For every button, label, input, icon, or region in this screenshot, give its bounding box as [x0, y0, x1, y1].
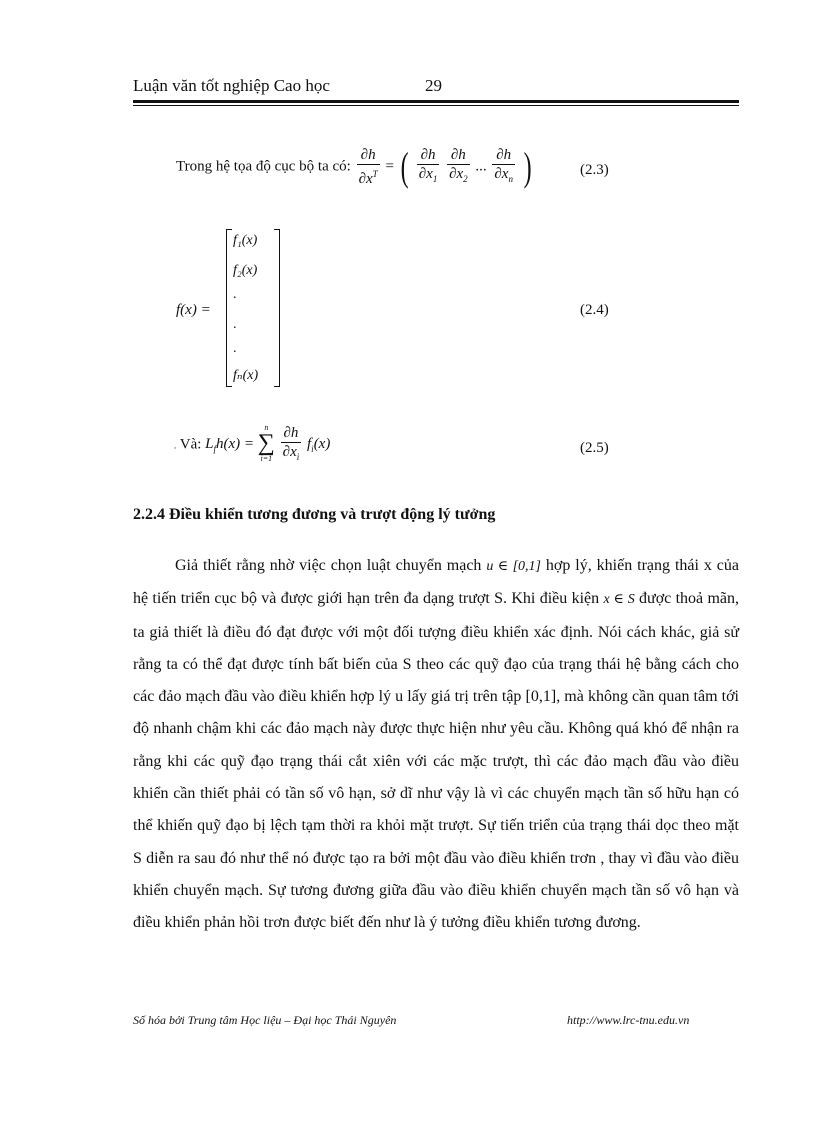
equation-2-4-lhs: f(x) = — [176, 302, 211, 318]
left-paren: ( — [400, 144, 409, 189]
equation-number-2-3: (2.3) — [580, 162, 609, 178]
sum-symbol: n ∑ i=1 — [257, 423, 275, 463]
page-header — [133, 76, 739, 98]
matrix-row-1: f₁(x) — [233, 233, 258, 248]
math-x-in-s: x ∈ S — [603, 592, 635, 608]
equation-2-5: . Và: $L_fh(x)$ = n ∑ i=1 $\frac{\partial h}{\partial x_i}$ $f_i(x)$ — [174, 423, 331, 463]
math-u-range: u ∈ [0,1] — [486, 559, 541, 574]
matrix-row-dot-2: . — [233, 317, 237, 332]
matrix-row-2: f₂(x) — [233, 263, 258, 278]
equation-bullet: . — [174, 440, 177, 451]
page-number: 29 — [425, 76, 442, 95]
footer-url: http://www.lrc-tnu.edu.vn — [567, 1013, 690, 1027]
equation-number-2-5: (2.5) — [580, 440, 609, 456]
section-heading: 2.2.4 Điều khiển tương đương và trượt động lý tưởng — [133, 506, 496, 523]
header-rule-thick — [133, 100, 739, 103]
body-paragraph — [133, 550, 739, 940]
paragraph-text: Giả thiết rằng nhờ việc chọn luật chuyển mạch u ∈ [0,1] hợp lý, khiến trạng thái x của hệ tiến triển cục bộ và được giới hạn trên đa dạng trượt S. Khi điều kiện x ∈ S được thoả mãn, ta giả thiết là điều đó đạt được với một đối tượng điều khiển xác định. Nói cách khác, giả sử rằng ta có thể đạt được tính bất biến của S theo các quỹ đạo của trạng thái hệ bằng cách cho các đảo mạch đầu vào điều khiển hợp lý u lấy giá trị trên tập [0,1], mà không cần quan tâm tới độ nhanh chậm khi các đảo mạch này được thực hiện như yêu cầu. Không quá khó để nhận ra rằng khi các quỹ đạo trạng thái cắt xiên với các mặc trượt, thì các đảo mạch đầu vào điều khiển cần thiết phải có tần số vô hạn, sở dĩ như vậy là vì các chuyển mạch tần số hữu hạn có thể khiến quỹ đạo bị lệch tạm thời ra khỏi mặt trượt. Sự tiến triển của trạng thái dọc theo mặt S diễn ra sau đó như thể nó được tạo ra bởi một đầu vào điều khiển trơn , thay vì đầu vào điều khiển chuyển mạch. Sự tương đương giữa đầu vào điều khiển chuyển mạch tần số vô hạn và điều khiển phản hồi trơn được biết đến như là ý tưởng điều khiển tương đương. — [133, 557, 740, 932]
equation-number-2-4: (2.4) — [580, 302, 609, 318]
matrix-row-n: fₙ(x) — [233, 368, 259, 383]
column-vector-matrix — [226, 229, 280, 387]
equation-2-3-intro: Trong hệ tọa độ cục bộ ta có: — [176, 158, 351, 175]
matrix-row-dot-1: . — [233, 287, 237, 302]
equation-2-3-lhs: $\frac{\partial h}{\partial x^T}$ — [358, 147, 378, 187]
thesis-title: Luận văn tốt nghiệp Cao học — [133, 76, 330, 95]
matrix-row-dot-3: . — [233, 341, 237, 356]
header-rule-thin — [133, 105, 739, 106]
footer-source: Số hóa bởi Trung tâm Học liệu – Đại học Thái Nguyên — [133, 1013, 397, 1027]
right-paren: ) — [523, 144, 532, 189]
equation-2-5-intro: Và: — [179, 436, 202, 453]
equation-2-3: Trong hệ tọa độ cục bộ ta có: $\frac{\partial h}{\partial x^T}$ = ( $\frac{\partial h}{\partial x_1}$ $\frac{\partial h}{\partial x_2}$ ... $\frac{\partial h}{\partial x_n}$ ) — [176, 144, 532, 189]
